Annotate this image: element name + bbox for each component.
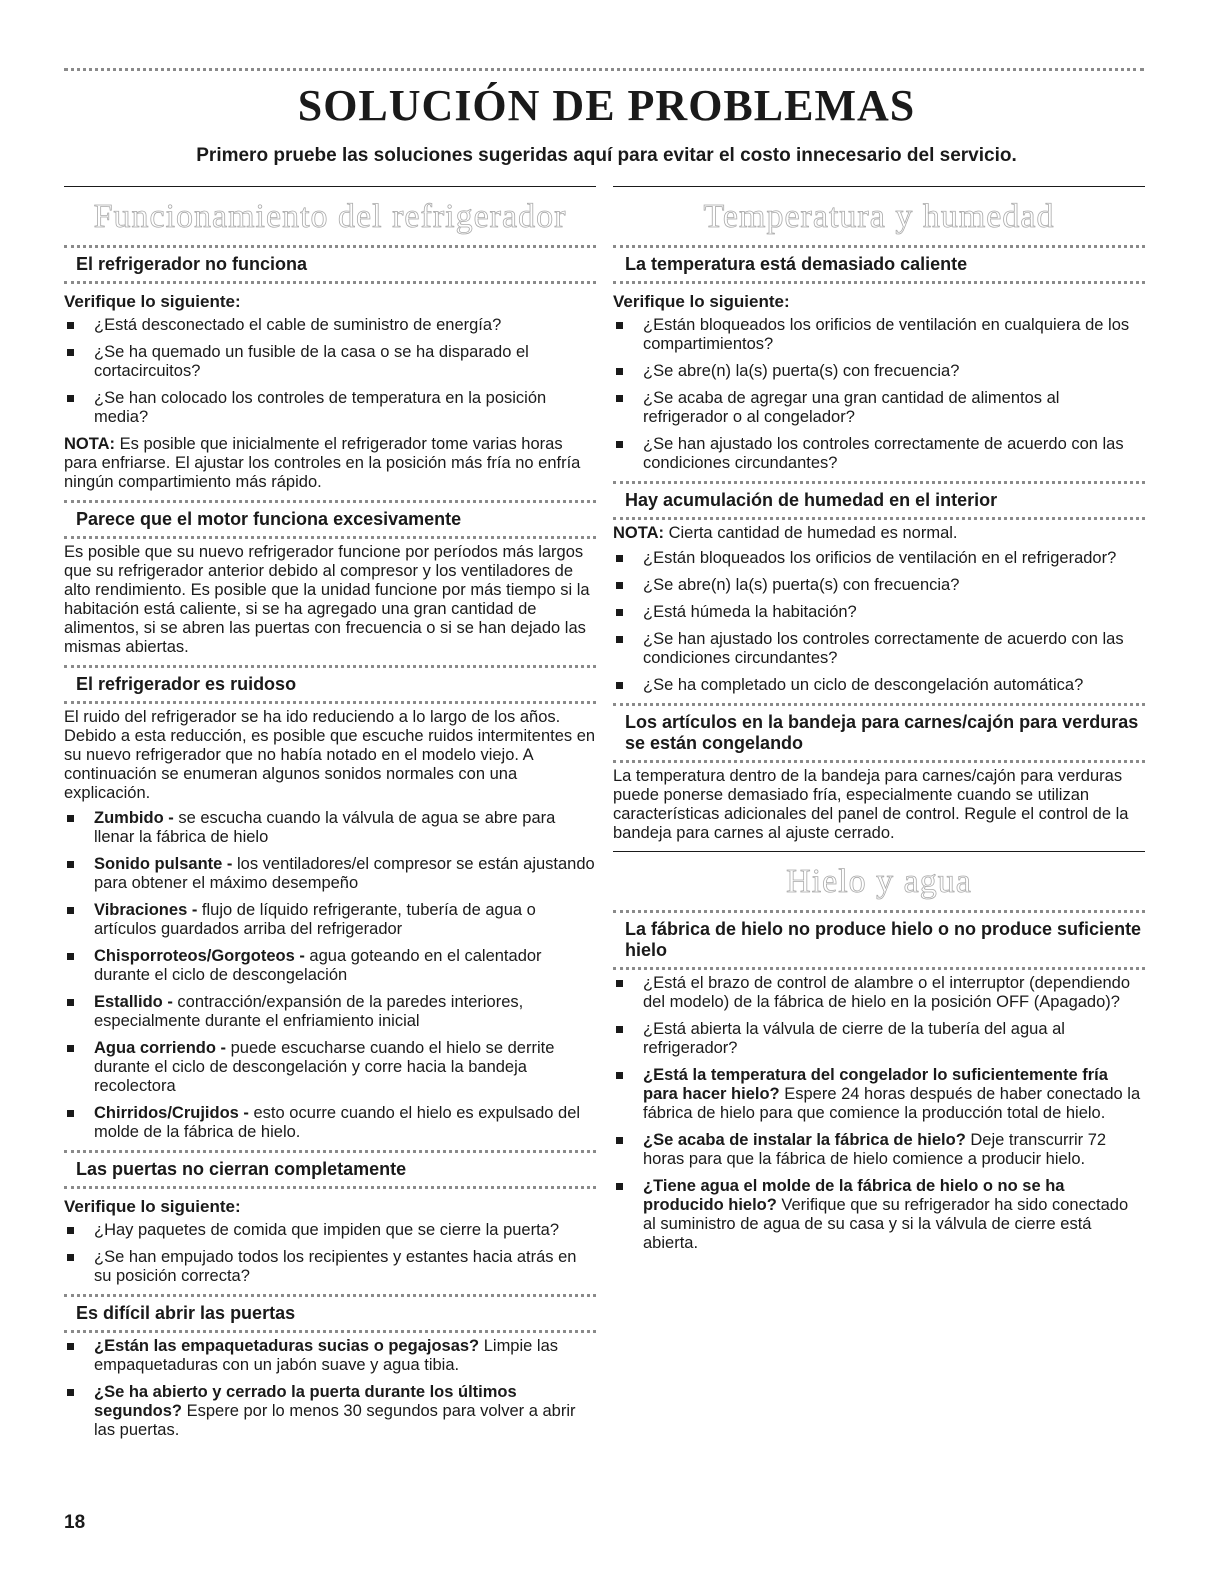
item-bold: ¿Se ha abierto y cerrado la puerta durante los últimos segundos? xyxy=(94,1383,517,1420)
page-number: 18 xyxy=(64,1512,86,1533)
item-bold: Estallido - xyxy=(94,993,173,1011)
dotted-rule xyxy=(64,245,596,248)
subheading: El refrigerador no funciona xyxy=(76,254,308,274)
bullet-list xyxy=(613,974,1145,1253)
dotted-rule xyxy=(613,910,1145,913)
check-label: Verifique lo siguiente: xyxy=(64,292,241,311)
right-column xyxy=(613,186,1145,1261)
subheading: Las puertas no cierran completamente xyxy=(76,1159,407,1179)
item-text: se escucha cuando la válvula de agua se abre para llenar la fábrica de hielo xyxy=(94,809,556,846)
list-item: ¿Se han ajustado los controles correctamente de acuerdo con las condiciones circundantes? xyxy=(613,435,1145,473)
item-bold: ¿Están las empaquetaduras sucias o pegajosas? xyxy=(94,1337,480,1355)
item-text: esto ocurre cuando el hielo es expulsado del molde de la fábrica de hielo. xyxy=(94,1104,581,1141)
section-ruidoso xyxy=(64,665,596,1142)
section-temperatura-caliente xyxy=(613,245,1145,473)
item-text: Espere 24 horas después de haber conectado la fábrica de hielo para que comience la producción total de hielo. xyxy=(643,1085,1141,1122)
section-rule xyxy=(64,186,596,187)
dotted-rule xyxy=(613,281,1145,284)
list-item: ¿Está húmeda la habitación? xyxy=(613,603,1145,622)
item-text: agua goteando en el calentador durante el ciclo de descongelación xyxy=(94,947,542,984)
list-item: ¿Se ha completado un ciclo de descongelación automática? xyxy=(613,676,1145,695)
bullet-list xyxy=(613,549,1145,695)
item-bold: Zumbido - xyxy=(94,809,174,827)
item-text: Verifique que su refrigerador ha sido conectado al suministro de agua de su casa y si la válvula de cierre está abierta. xyxy=(643,1196,1129,1252)
list-item xyxy=(64,1383,596,1440)
subheading: Los artículos en la bandeja para carnes/cajón para verduras se están congelando xyxy=(625,712,1139,753)
dotted-rule xyxy=(613,967,1145,970)
item-bold: Agua corriendo - xyxy=(94,1039,227,1057)
item-bold: Chisporroteos/Gorgoteos - xyxy=(94,947,305,965)
item-bold: Chirridos/Crujidos - xyxy=(94,1104,249,1122)
subheading: Hay acumulación de humedad en el interior xyxy=(625,490,998,510)
paragraph: El ruido del refrigerador se ha ido reduciendo a lo largo de los años. Debido a esta reducción, es posible que escuche ruidos intermitentes en su nuevo refrigerador que no había notado en el modelo viejo. A continuación se enumeran algunos sonidos normales con una explicación. xyxy=(64,708,596,802)
section-fabrica-hielo xyxy=(613,910,1145,1253)
list-item xyxy=(613,1020,1145,1058)
list-item: ¿Se abre(n) la(s) puerta(s) con frecuencia? xyxy=(613,576,1145,595)
section-motor xyxy=(64,500,596,657)
list-item xyxy=(64,855,596,893)
dotted-rule xyxy=(613,481,1145,484)
dotted-rule xyxy=(64,1294,596,1297)
note-label: NOTA: xyxy=(613,524,665,542)
item-bold: Sonido pulsante - xyxy=(94,855,233,873)
section-title-hielo: Hielo y agua xyxy=(786,863,972,900)
note-label: NOTA: xyxy=(64,435,116,453)
bullet-list xyxy=(64,316,596,427)
note xyxy=(64,435,596,492)
list-item xyxy=(64,993,596,1031)
item-text: ¿Está abierta la válvula de cierre de la tubería del agua al refrigerador? xyxy=(643,1020,1065,1057)
section-dificil-abrir xyxy=(64,1294,596,1440)
page-subtitle: Primero pruebe las soluciones sugeridas aquí para evitar el costo innecesario del servicio. xyxy=(196,145,1017,166)
dotted-rule xyxy=(613,245,1145,248)
list-item xyxy=(613,1177,1145,1253)
dotted-rule xyxy=(64,536,596,539)
dotted-rule xyxy=(613,760,1145,763)
item-bold: ¿Tiene agua el molde de la fábrica de hielo o no se ha producido hielo? xyxy=(643,1177,1065,1214)
item-text: puede escucharse cuando el hielo se derrite durante el ciclo de descongelación y corre hacia la bandeja recolectora xyxy=(94,1039,555,1095)
section-rule xyxy=(613,186,1145,187)
item-bold: ¿Se acaba de instalar la fábrica de hielo? xyxy=(643,1131,966,1149)
list-item xyxy=(64,809,596,847)
check-label: Verifique lo siguiente: xyxy=(613,292,790,311)
dotted-rule xyxy=(64,281,596,284)
item-text: contracción/expansión de la paredes interiores, especialmente durante el enfriamiento inicial xyxy=(94,993,524,1030)
list-item xyxy=(613,1131,1145,1169)
section-title-temperatura: Temperatura y humedad xyxy=(703,198,1055,235)
dotted-rule xyxy=(64,500,596,503)
bullet-list xyxy=(613,316,1145,473)
bullet-list xyxy=(64,809,596,1142)
note xyxy=(613,524,1145,543)
page-title: SOLUCIÓN DE PROBLEMAS xyxy=(297,81,916,130)
item-bold: Vibraciones - xyxy=(94,901,198,919)
dotted-rule xyxy=(64,701,596,704)
list-item xyxy=(613,974,1145,1012)
list-item: ¿Se han empujado todos los recipientes y estantes hacia atrás en su posición correcta? xyxy=(64,1248,596,1286)
paragraph: Es posible que su nuevo refrigerador funcione por períodos más largos que su refrigerador anterior debido al compresor y los ventiladores de alto rendimiento. Es posible que la unidad funcione por más tiempo si la habitación está caliente, si se ha agregado una gran cantidad de alimentos, si se abren las puertas con frecuencia o si se han dejado las mismas abiertas. xyxy=(64,543,590,656)
list-item xyxy=(613,1066,1145,1123)
item-text: ¿Está el brazo de control de alambre o el interruptor (dependiendo del modelo) de la fábrica de hielo en la posición OFF (Apagado)? xyxy=(643,974,1131,1011)
list-item: ¿Está desconectado el cable de suministro de energía? xyxy=(64,316,596,335)
list-item xyxy=(64,1039,596,1096)
bullet-list xyxy=(64,1337,596,1440)
list-item: ¿Se han ajustado los controles correctamente de acuerdo con las condiciones circundantes? xyxy=(613,630,1145,668)
section-congelando xyxy=(613,703,1145,843)
list-item: ¿Se abre(n) la(s) puerta(s) con frecuencia? xyxy=(613,362,1145,381)
list-item: ¿Están bloqueados los orificios de ventilación en cualquiera de los compartimientos? xyxy=(613,316,1145,354)
list-item xyxy=(64,901,596,939)
list-item: ¿Se ha quemado un fusible de la casa o se ha disparado el cortacircuitos? xyxy=(64,343,596,381)
list-item xyxy=(64,1337,596,1375)
dotted-rule xyxy=(64,665,596,668)
section-humedad xyxy=(613,481,1145,695)
item-text: flujo de líquido refrigerante, tubería de agua o artículos guardados arriba del refrigerador xyxy=(94,901,536,938)
dotted-rule xyxy=(64,1150,596,1153)
subheading: La fábrica de hielo no produce hielo o no produce suficiente hielo xyxy=(625,919,1142,960)
top-dotted-rule xyxy=(64,68,1144,71)
list-item: ¿Están bloqueados los orificios de ventilación en el refrigerador? xyxy=(613,549,1145,568)
left-column xyxy=(64,186,596,1448)
item-text: Espere por lo menos 30 segundos para volver a abrir las puertas. xyxy=(94,1402,576,1439)
dotted-rule xyxy=(64,1186,596,1189)
paragraph: La temperatura dentro de la bandeja para carnes/cajón para verduras puede ponerse demasiado fría, especialmente cuando se utilizan características adicionales del panel de control. Regule el control de la bandeja para carnes al ajuste cerrado. xyxy=(613,767,1129,842)
list-item: ¿Se han colocado los controles de temperatura en la posición media? xyxy=(64,389,596,427)
check-label: Verifique lo siguiente: xyxy=(64,1197,241,1216)
item-bold: ¿Está la temperatura del congelador lo suficientemente fría para hacer hielo? xyxy=(643,1066,1108,1103)
section-no-funciona xyxy=(64,245,596,492)
note-text: Cierta cantidad de humedad es normal. xyxy=(664,524,958,542)
dotted-rule xyxy=(613,517,1145,520)
bullet-list xyxy=(64,1221,596,1286)
list-item xyxy=(64,947,596,985)
item-text: los ventiladores/el compresor se están ajustando para obtener el máximo desempeño xyxy=(94,855,595,892)
list-item xyxy=(64,1104,596,1142)
dotted-rule xyxy=(613,703,1145,706)
dotted-rule xyxy=(64,1330,596,1333)
section-puertas-no-cierran xyxy=(64,1150,596,1286)
section-title-funcionamiento: Funcionamiento del refrigerador xyxy=(93,198,567,235)
item-text: Limpie las empaquetaduras con un jabón suave y agua tibia. xyxy=(94,1337,559,1374)
note-text: Es posible que inicialmente el refrigerador tome varias horas para enfriarse. El ajustar los controles en la posición más fría no enfría ningún compartimiento más rápido. xyxy=(64,435,581,491)
list-item: ¿Se acaba de agregar una gran cantidad de alimentos al refrigerador o al congelador? xyxy=(613,389,1145,427)
subheading: Es difícil abrir las puertas xyxy=(76,1303,296,1323)
section-rule xyxy=(613,851,1145,852)
item-text: Deje transcurrir 72 horas para que la fábrica de hielo comience a producir hielo. xyxy=(643,1131,1107,1168)
list-item: ¿Hay paquetes de comida que impiden que se cierre la puerta? xyxy=(64,1221,596,1240)
subheading: El refrigerador es ruidoso xyxy=(76,674,297,694)
subheading: Parece que el motor funciona excesivamente xyxy=(76,509,462,529)
subheading: La temperatura está demasiado caliente xyxy=(625,254,968,274)
